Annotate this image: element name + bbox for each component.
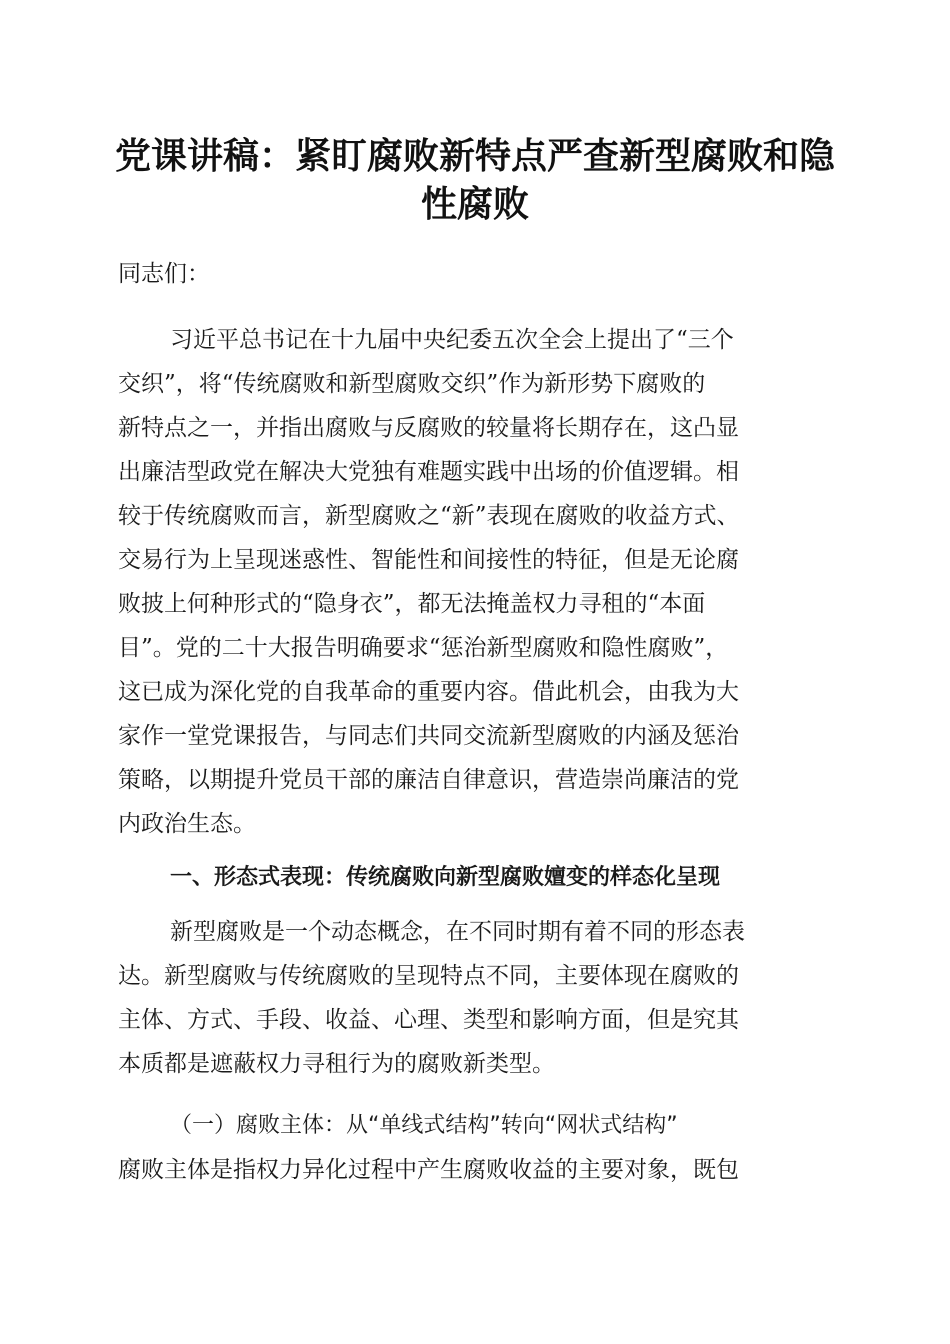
title-line-2: 性腐败	[420, 183, 529, 225]
intro-line: 目”。党的二十大报告明确要求“惩治新型腐败和隐性腐败”，	[118, 635, 729, 661]
section-line: 达。新型腐败与传统腐败的呈现特点不同，主要体现在腐败的	[118, 963, 739, 989]
intro-line: 交织”，将“传统腐败和新型腐败交织”作为新形势下腐败的	[118, 371, 706, 397]
intro-line: 这已成为深化党的自我革命的重要内容。借此机会，由我为大	[118, 679, 739, 705]
intro-line: 交易行为上呈现迷惑性、智能性和间接性的特征，但是无论腐	[118, 547, 739, 573]
intro-line: 家作一堂党课报告，与同志们共同交流新型腐败的内涵及惩治	[118, 723, 739, 749]
section-line: 主体、方式、手段、收益、心理、类型和影响方面，但是究其	[118, 1007, 739, 1033]
subsection-line: 腐败主体是指权力异化过程中产生腐败收益的主要对象，既包	[118, 1157, 739, 1183]
subsection-heading: （一）腐败主体：从“单线式结构”转向“网状式结构”	[170, 1113, 678, 1138]
section-heading: 一、形态式表现：传统腐败向新型腐败嬗变的样态化呈现	[170, 865, 721, 890]
section-line: 本质都是遮蔽权力寻租行为的腐败新类型。	[118, 1051, 555, 1077]
salutation: 同志们：	[118, 261, 210, 287]
intro-line: 新特点之一，并指出腐败与反腐败的较量将长期存在，这凸显	[118, 415, 739, 441]
intro-line: 内政治生态。	[118, 811, 256, 837]
title-line-1: 党课讲稿：紧盯腐败新特点严查新型腐败和隐	[114, 135, 835, 177]
intro-line: 习近平总书记在十九届中央纪委五次全会上提出了“三个	[170, 327, 734, 353]
intro-line: 出廉洁型政党在解决大党独有难题实践中出场的价值逻辑。相	[118, 459, 739, 485]
intro-line: 较于传统腐败而言，新型腐败之“新”表现在腐败的收益方式、	[118, 503, 740, 529]
intro-line: 策略，以期提升党员干部的廉洁自律意识，营造崇尚廉洁的党	[118, 767, 739, 793]
document-title	[100, 132, 850, 228]
intro-line: 败披上何种形式的“隐身衣”，都无法掩盖权力寻租的“本面	[118, 591, 706, 617]
section-line: 新型腐败是一个动态概念，在不同时期有着不同的形态表	[170, 919, 745, 945]
